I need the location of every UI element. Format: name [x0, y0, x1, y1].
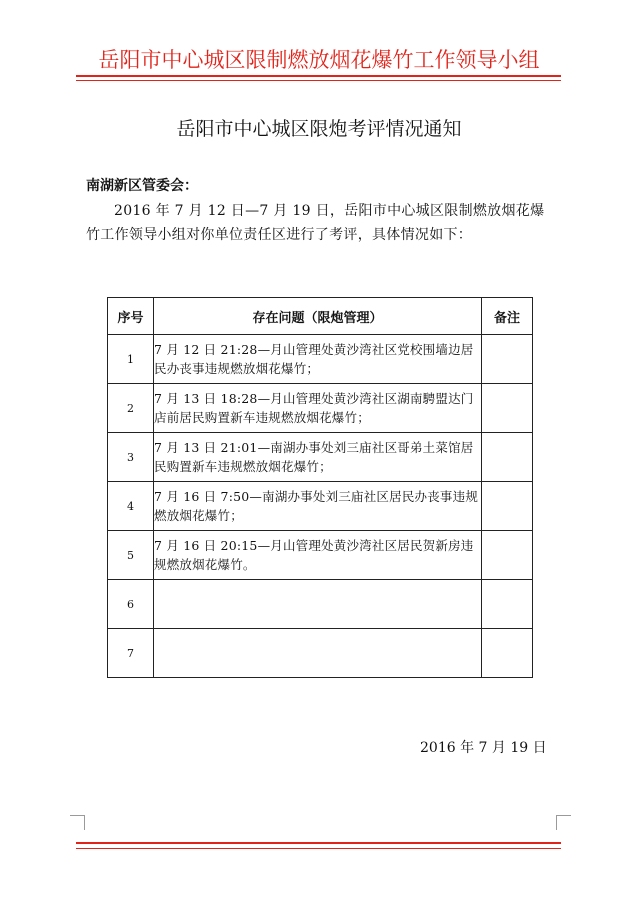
row-no: 3: [108, 433, 154, 482]
row-note: [482, 433, 533, 482]
row-no: 4: [108, 482, 154, 531]
row-note: [482, 335, 533, 384]
table-row: [108, 482, 533, 531]
row-issue: 7 月 16 日 20:15—月山管理处黄沙湾社区居民贺新房违规燃放烟花爆竹。: [154, 531, 482, 580]
inspection-table: [107, 297, 533, 678]
table-row: [108, 580, 533, 629]
table-row: [108, 531, 533, 580]
addressee: 南湖新区管委会：: [86, 178, 198, 194]
row-issue: 7 月 16 日 7:50—南湖办事处刘三庙社区居民办丧事违规燃放烟花爆竹；: [154, 482, 482, 531]
header-rule-top: [76, 75, 561, 77]
column-header-note: 备注: [482, 298, 533, 335]
table-row: [108, 433, 533, 482]
footer-rule-bottom: [76, 848, 561, 849]
row-note: [482, 482, 533, 531]
row-no: 5: [108, 531, 154, 580]
row-note: [482, 580, 533, 629]
notice-title: 岳阳市中心城区限炮考评情况通知: [176, 118, 462, 140]
header-rule-bottom: [76, 80, 561, 81]
row-no: 2: [108, 384, 154, 433]
row-issue: 7 月 13 日 18:28—月山管理处黄沙湾社区湖南騁盟达门店前居民购置新车违规燃放烟花爆竹；: [154, 384, 482, 433]
column-header-no: 序号: [108, 298, 154, 335]
column-header-issue: 存在问题（限炮管理）: [154, 298, 482, 335]
row-note: [482, 629, 533, 678]
table-header-row: [108, 298, 533, 335]
table-row: [108, 629, 533, 678]
row-no: 1: [108, 335, 154, 384]
table-row: [108, 384, 533, 433]
row-no: 7: [108, 629, 154, 678]
margin-corner-mark-left: [70, 815, 85, 830]
row-no: 6: [108, 580, 154, 629]
table-row: [108, 335, 533, 384]
row-issue: 7 月 13 日 21:01—南湖办事处刘三庙社区哥弟土菜馆居民购置新车违规燃放烟花爆竹；: [154, 433, 482, 482]
margin-corner-mark-right: [556, 815, 571, 830]
issue-date: 2016 年 7 月 19 日: [420, 740, 547, 756]
row-note: [482, 384, 533, 433]
row-issue: 7 月 12 日 21:28—月山管理处黄沙湾社区党校围墙边居民办丧事违规燃放烟花爆竹；: [154, 335, 482, 384]
issuer-header: 岳阳市中心城区限制燃放烟花爆竹工作领导小组: [98, 48, 540, 72]
row-issue: [154, 580, 482, 629]
row-note: [482, 531, 533, 580]
notice-body: 2016 年 7 月 12 日—7 月 19 日，岳阳市中心城区限制燃放烟花爆竹工作领导小组对你单位责任区进行了考评，具体情况如下：: [86, 203, 545, 243]
footer-rule-top: [76, 842, 561, 844]
row-issue: [154, 629, 482, 678]
